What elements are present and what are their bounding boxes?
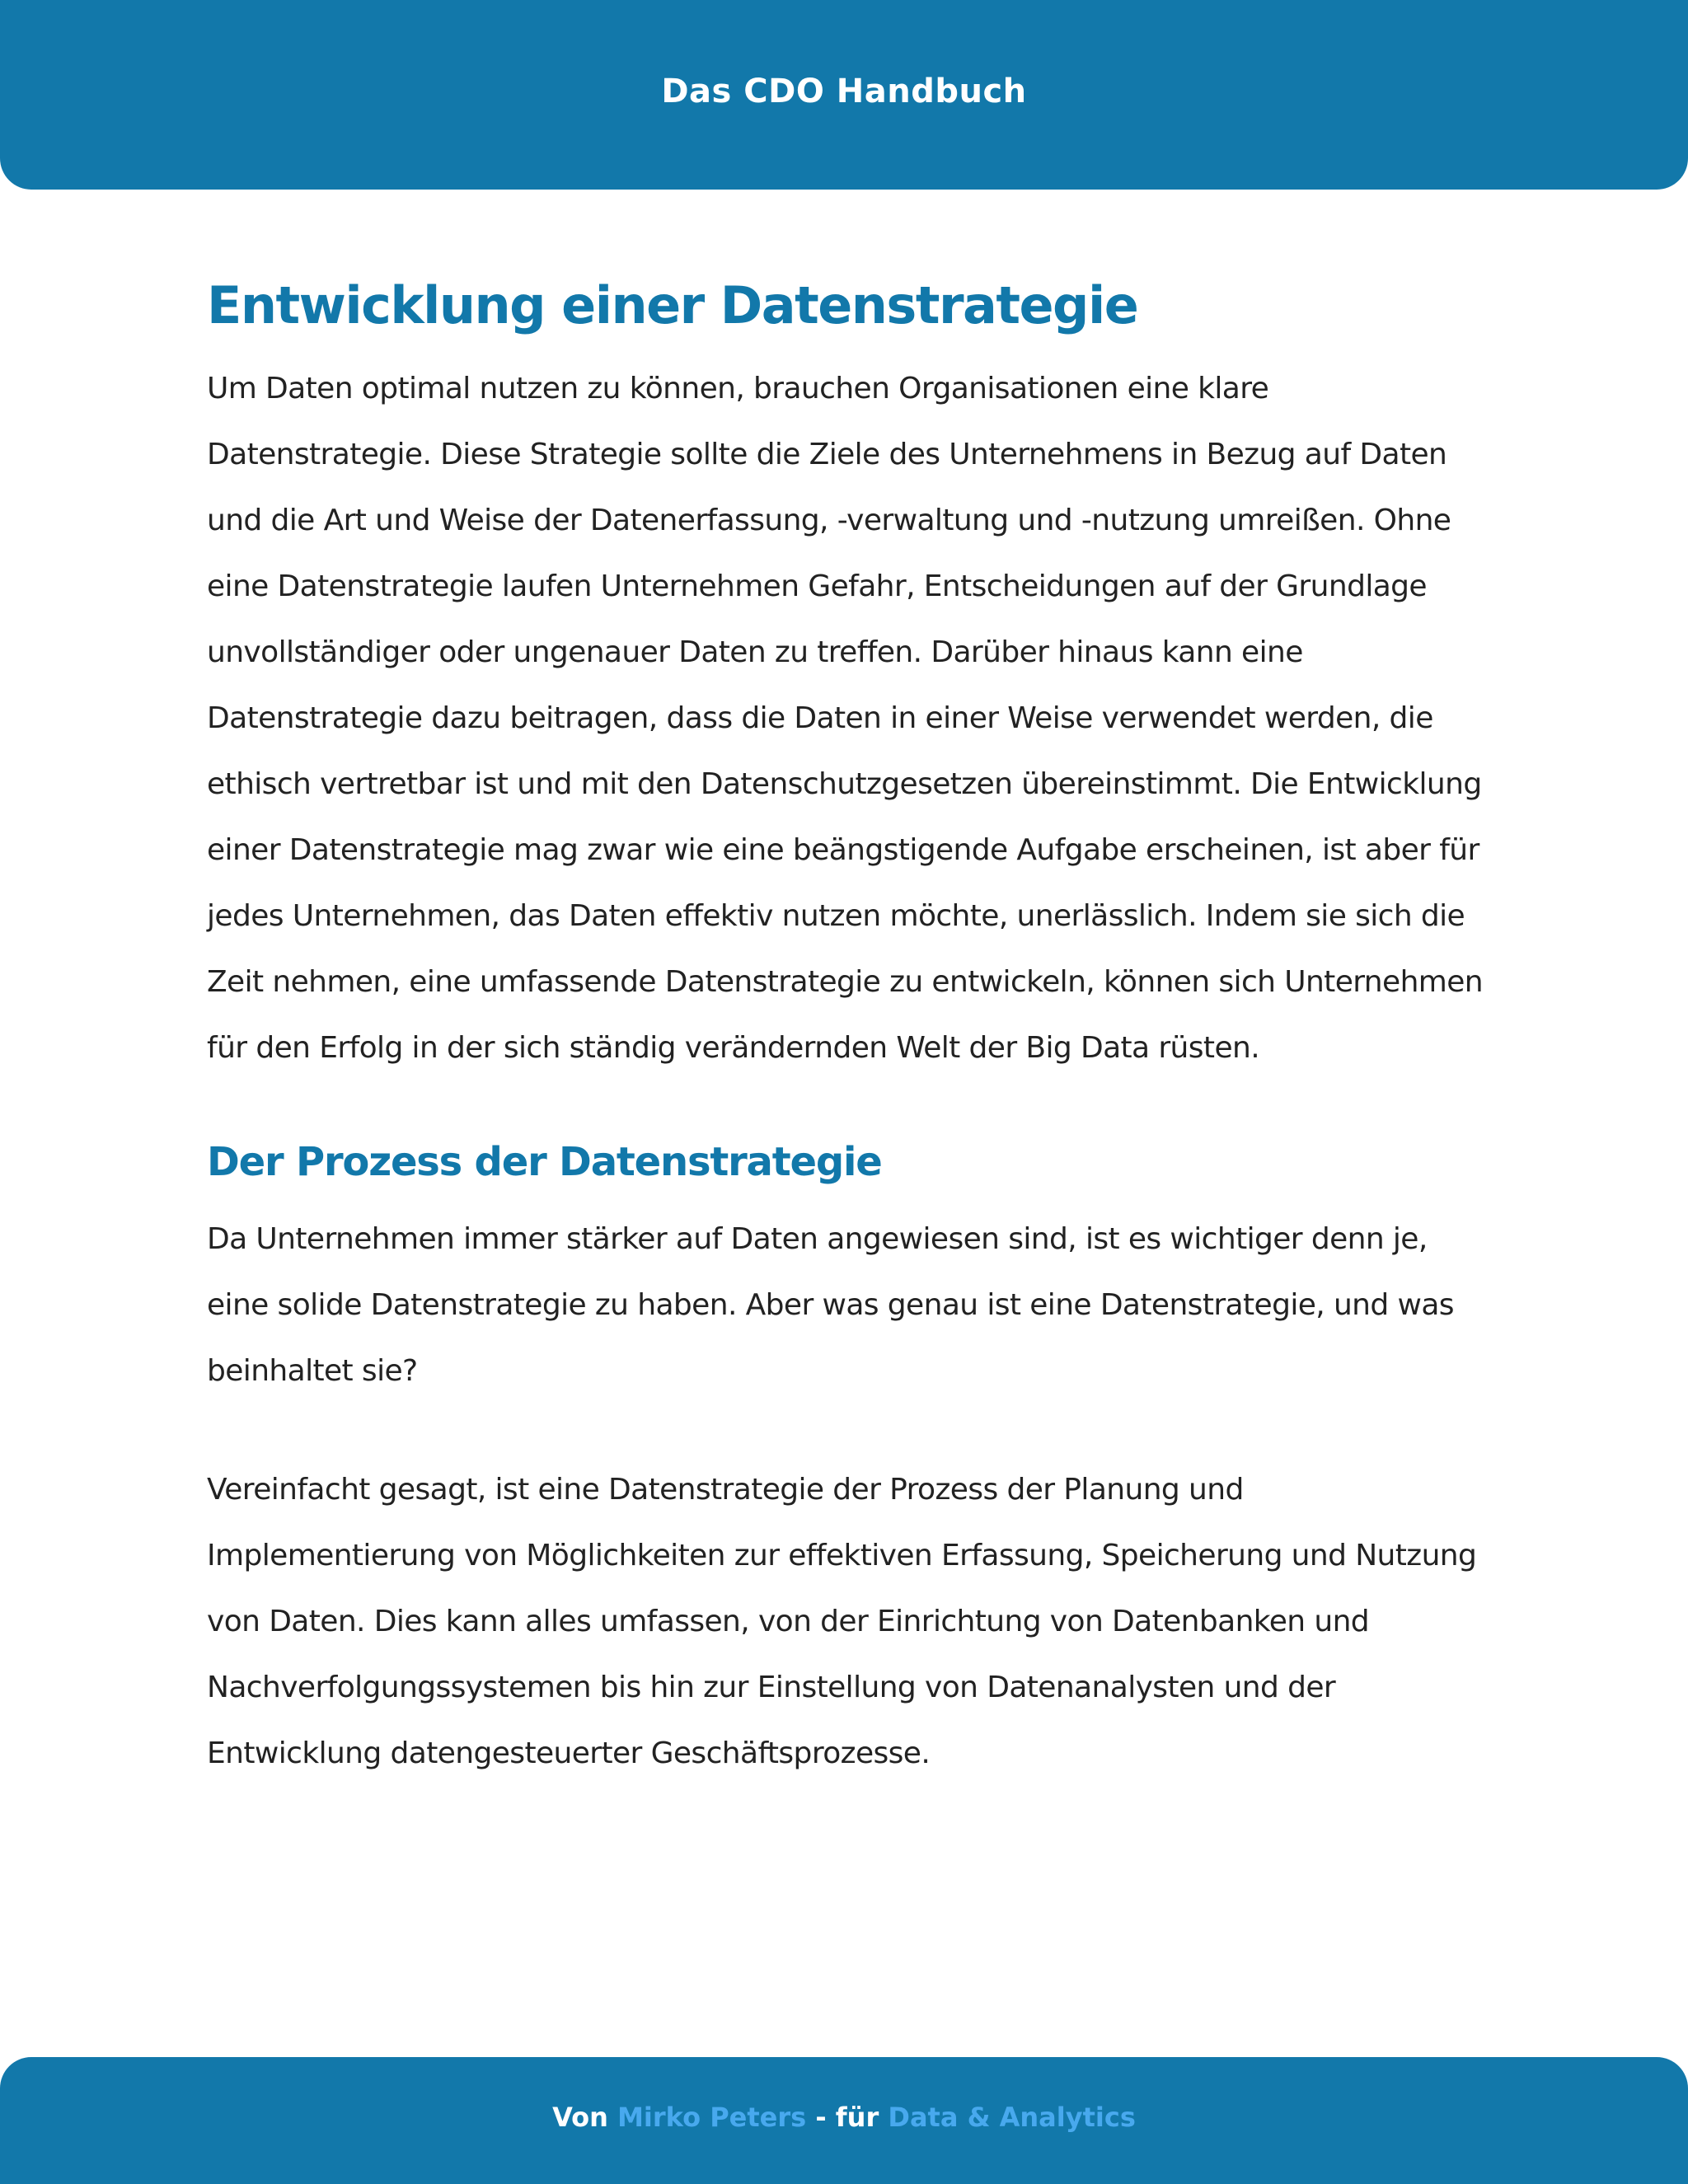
page-heading: Entwicklung einer Datenstrategie — [207, 275, 1138, 335]
main-content — [207, 272, 1493, 1787]
footer-bar — [0, 2057, 1688, 2184]
section-paragraph-2: Vereinfacht gesagt, ist eine Datenstrategie der Prozess der Planung und Implementierung von Möglichkeiten zur effektiven Erfassung, Speicherung und Nutzung von Daten. Dies kann alles umfassen, von der Einrichtung von Datenbanken und Nachverfolgungssystemen bis hin zur Einstellung von Datenanalysten und der Entwicklung datengesteuerter Geschäftsprozesse. — [207, 1473, 1477, 1770]
book-title: Das CDO Handbuch — [661, 73, 1027, 110]
footer-separator: - für — [815, 2102, 879, 2133]
footer-credit — [0, 2102, 1688, 2133]
footer-prefix: Von — [552, 2102, 608, 2133]
intro-paragraph: Um Daten optimal nutzen zu können, brauchen Organisationen eine klare Datenstrategie. Diese Strategie sollte die Ziele des Unternehmens in Bezug auf Daten und die Art und Weise der Datenerfassung, -verwaltung und -nutzung umreißen. Ohne eine Datenstrategie laufen Unternehmen Gefahr, Entscheidungen auf der Grundlage unvollständiger oder ungenauer Daten zu treffen. Darüber hinaus kann eine Datenstrategie dazu beitragen, dass die Daten in einer Weise verwendet werden, die ethisch vertretbar ist und mit den Datenschutzgesetzen übereinstimmt. Die Entwicklung einer Datenstrategie mag zwar wie eine beängstigende Aufgabe erscheinen, ist aber für jedes Unternehmen, das Daten effektiv nutzen möchte, unerlässlich. Indem sie sich die Zeit nehmen, eine umfassende Datenstrategie zu entwickeln, können sich Unternehmen für den Erfolg in der sich ständig verändernden Welt der Big Data rüsten. — [207, 372, 1484, 1065]
author-link[interactable]: Mirko Peters — [617, 2102, 807, 2133]
data-analytics-link[interactable]: Data & Analytics — [888, 2102, 1136, 2133]
section-heading: Der Prozess der Datenstrategie — [207, 1139, 882, 1185]
section-paragraph-1: Da Unternehmen immer stärker auf Daten angewiesen sind, ist es wichtiger denn je, eine solide Datenstrategie zu haben. Aber was genau ist eine Datenstrategie, und was beinhaltet sie? — [207, 1222, 1454, 1388]
header-bar — [0, 0, 1688, 190]
